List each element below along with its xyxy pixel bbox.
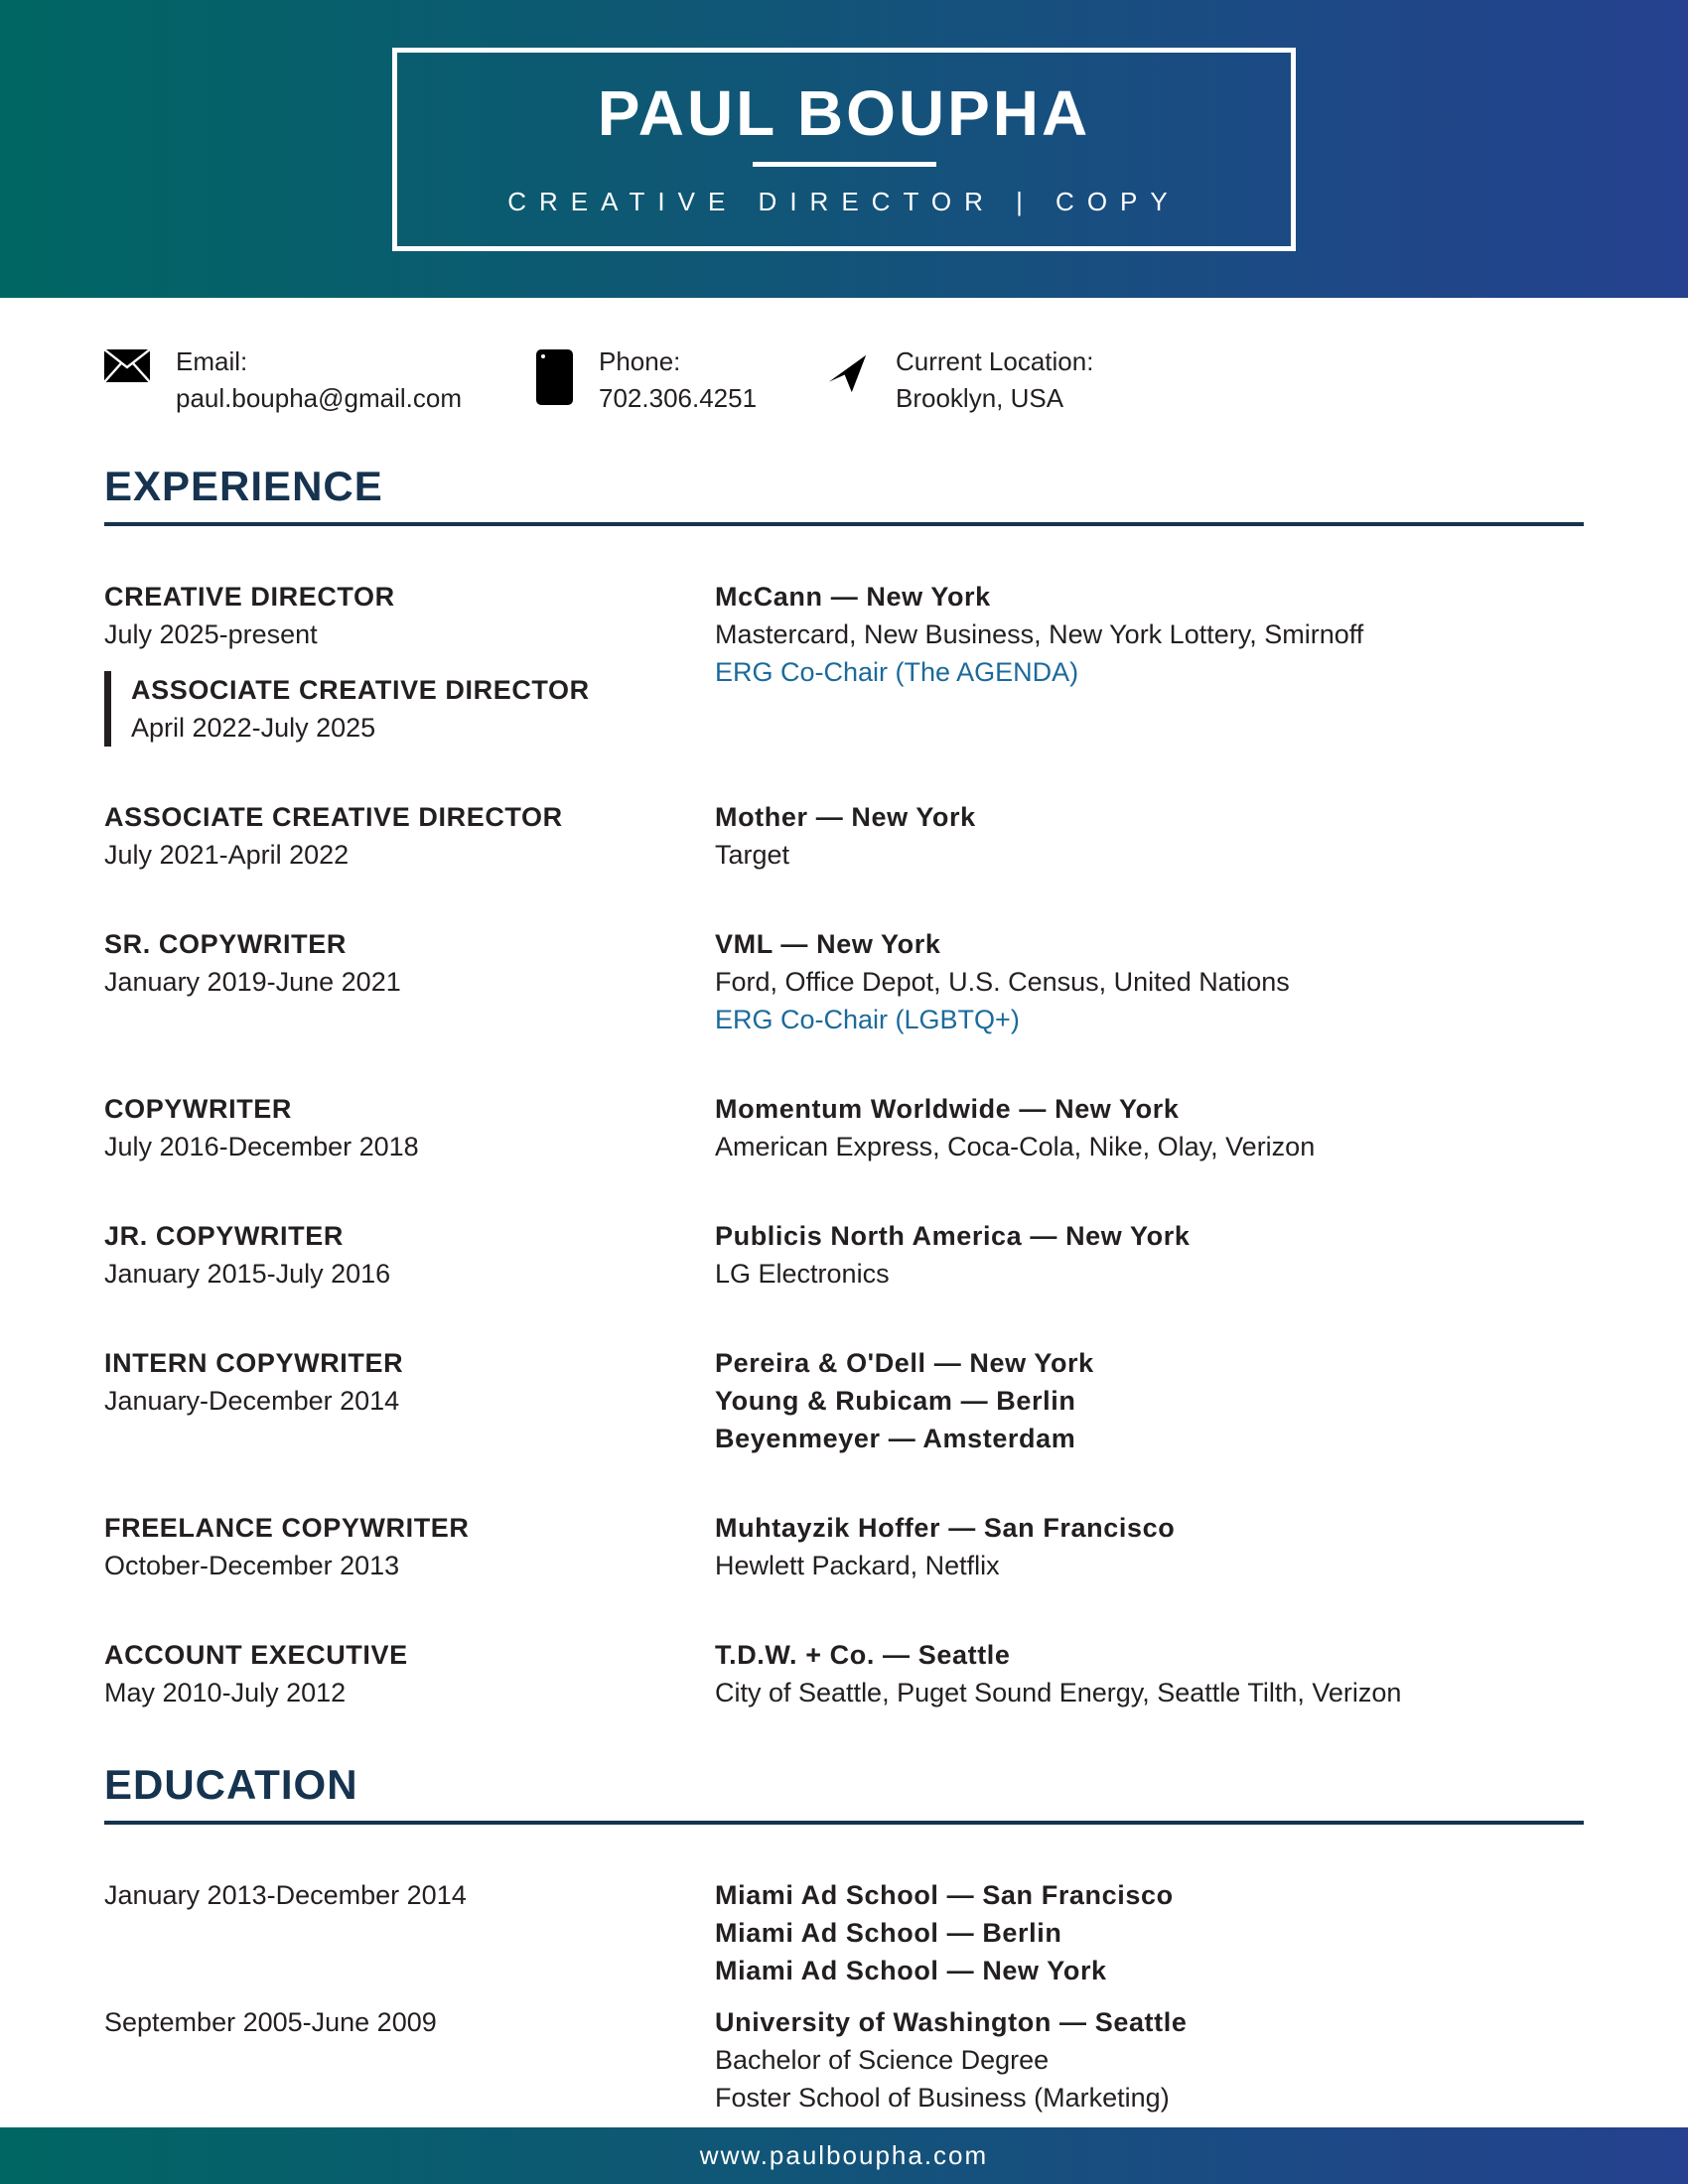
phone-label: Phone: bbox=[599, 346, 681, 376]
entry-right-column bbox=[715, 1344, 1584, 1457]
detail-line: American Express, Coca-Cola, Nike, Olay, Verizon bbox=[715, 1132, 1316, 1161]
experience-entry bbox=[104, 925, 1584, 1038]
job-title: ACCOUNT EXECUTIVE bbox=[104, 1640, 408, 1670]
entry-right-column bbox=[715, 1090, 1584, 1165]
education-dates: September 2005-June 2009 bbox=[104, 2007, 437, 2037]
detail-line: University of Washington — Seattle bbox=[715, 2007, 1188, 2037]
job-title: ASSOCIATE CREATIVE DIRECTOR bbox=[131, 675, 590, 705]
email-value: paul.boupha@gmail.com bbox=[176, 383, 463, 413]
job-title: CREATIVE DIRECTOR bbox=[104, 582, 395, 612]
entry-left-column bbox=[104, 1876, 715, 1989]
detail-line: Mother — New York bbox=[715, 802, 976, 832]
envelope-icon bbox=[104, 349, 150, 387]
email-label: Email: bbox=[176, 346, 248, 376]
experience-list bbox=[104, 578, 1584, 1711]
entry-right-column bbox=[715, 1217, 1584, 1293]
entry-right-column bbox=[715, 2003, 1584, 2116]
detail-line: Mastercard, New Business, New York Lottery, Smirnoff bbox=[715, 619, 1364, 649]
entry-right-column bbox=[715, 925, 1584, 1038]
detail-line: McCann — New York bbox=[715, 582, 991, 612]
detail-line: Miami Ad School — New York bbox=[715, 1956, 1107, 1985]
name-underline bbox=[753, 162, 936, 167]
job-dates: January 2015-July 2016 bbox=[104, 1259, 391, 1289]
detail-line: T.D.W. + Co. — Seattle bbox=[715, 1640, 1011, 1670]
smartphone-icon bbox=[536, 349, 573, 410]
job-dates: July 2016-December 2018 bbox=[104, 1132, 419, 1161]
experience-entry bbox=[104, 1217, 1584, 1293]
experience-entry bbox=[104, 798, 1584, 874]
entry-left-column bbox=[104, 578, 715, 747]
detail-line: Young & Rubicam — Berlin bbox=[715, 1386, 1076, 1416]
detail-line: LG Electronics bbox=[715, 1259, 890, 1289]
job-dates: July 2025-present bbox=[104, 619, 318, 649]
experience-entry bbox=[104, 1090, 1584, 1165]
header-banner bbox=[0, 0, 1688, 298]
detail-line: Ford, Office Depot, U.S. Census, United Nations bbox=[715, 967, 1290, 997]
job-dates: January 2019-June 2021 bbox=[104, 967, 401, 997]
footer-bar bbox=[0, 2127, 1688, 2184]
detail-line: Miami Ad School — San Francisco bbox=[715, 1880, 1174, 1910]
detail-line: Foster School of Business (Marketing) bbox=[715, 2083, 1170, 2113]
education-list bbox=[104, 1876, 1584, 2116]
job-dates: April 2022-July 2025 bbox=[131, 713, 376, 743]
job-dates: October-December 2013 bbox=[104, 1551, 400, 1580]
entry-right-column bbox=[715, 798, 1584, 874]
sub-role-text bbox=[131, 671, 590, 747]
detail-line: Pereira & O'Dell — New York bbox=[715, 1348, 1094, 1378]
contact-phone bbox=[536, 343, 824, 417]
experience-entry bbox=[104, 1344, 1584, 1457]
entry-left-column bbox=[104, 1344, 715, 1457]
education-entry bbox=[104, 2003, 1584, 2116]
entry-right-column bbox=[715, 1636, 1584, 1711]
experience-entry bbox=[104, 1509, 1584, 1584]
contact-row bbox=[0, 298, 1688, 417]
experience-heading: EXPERIENCE bbox=[104, 463, 383, 509]
location-label: Current Location: bbox=[896, 346, 1094, 376]
job-title: SR. COPYWRITER bbox=[104, 929, 347, 959]
detail-line: Momentum Worldwide — New York bbox=[715, 1094, 1180, 1124]
entry-left-column bbox=[104, 1217, 715, 1293]
person-name: PAUL BOUPHA bbox=[597, 76, 1091, 149]
contact-location bbox=[824, 343, 1093, 417]
detail-line: Miami Ad School — Berlin bbox=[715, 1918, 1062, 1948]
sub-role-entry bbox=[104, 671, 715, 747]
entry-right-column bbox=[715, 1876, 1584, 1989]
education-heading: EDUCATION bbox=[104, 1761, 358, 1808]
contact-email bbox=[104, 343, 536, 417]
location-value: Brooklyn, USA bbox=[896, 383, 1064, 413]
detail-line: Publicis North America — New York bbox=[715, 1221, 1191, 1251]
erg-link[interactable]: ERG Co-Chair (The AGENDA) bbox=[715, 657, 1079, 687]
education-dates: January 2013-December 2014 bbox=[104, 1880, 467, 1910]
detail-line: Beyenmeyer — Amsterdam bbox=[715, 1424, 1076, 1453]
entry-left-column bbox=[104, 798, 715, 874]
sub-role-bar bbox=[104, 671, 111, 747]
education-rule bbox=[104, 1821, 1584, 1825]
detail-line: Bachelor of Science Degree bbox=[715, 2045, 1050, 2075]
job-title: COPYWRITER bbox=[104, 1094, 293, 1124]
experience-entry bbox=[104, 1636, 1584, 1711]
phone-value: 702.306.4251 bbox=[599, 383, 758, 413]
name-box bbox=[392, 48, 1296, 251]
detail-line: Muhtayzik Hoffer — San Francisco bbox=[715, 1513, 1176, 1543]
job-title: INTERN COPYWRITER bbox=[104, 1348, 404, 1378]
job-title: JR. COPYWRITER bbox=[104, 1221, 344, 1251]
job-title: ASSOCIATE CREATIVE DIRECTOR bbox=[104, 802, 563, 832]
entry-left-column bbox=[104, 1509, 715, 1584]
education-entry bbox=[104, 1876, 1584, 1989]
job-title: FREELANCE COPYWRITER bbox=[104, 1513, 470, 1543]
detail-line: Hewlett Packard, Netflix bbox=[715, 1551, 1000, 1580]
detail-line: City of Seattle, Puget Sound Energy, Seattle Tilth, Verizon bbox=[715, 1678, 1402, 1707]
job-subtitle: CREATIVE DIRECTOR | COPY bbox=[507, 186, 1181, 216]
job-dates: January-December 2014 bbox=[104, 1386, 400, 1416]
entry-left-column bbox=[104, 925, 715, 1038]
job-dates: May 2010-July 2012 bbox=[104, 1678, 347, 1707]
entry-right-column bbox=[715, 578, 1584, 747]
detail-line: VML — New York bbox=[715, 929, 941, 959]
main-content bbox=[0, 465, 1688, 2116]
entry-left-column bbox=[104, 1090, 715, 1165]
experience-rule bbox=[104, 522, 1584, 526]
entry-left-column bbox=[104, 2003, 715, 2116]
experience-entry bbox=[104, 578, 1584, 747]
detail-line: Target bbox=[715, 840, 790, 870]
job-dates: July 2021-April 2022 bbox=[104, 840, 350, 870]
website-link[interactable]: www.paulboupha.com bbox=[699, 2140, 989, 2170]
entry-right-column bbox=[715, 1509, 1584, 1584]
entry-left-column bbox=[104, 1636, 715, 1711]
navigation-arrow-icon bbox=[824, 349, 870, 402]
erg-link[interactable]: ERG Co-Chair (LGBTQ+) bbox=[715, 1005, 1020, 1034]
